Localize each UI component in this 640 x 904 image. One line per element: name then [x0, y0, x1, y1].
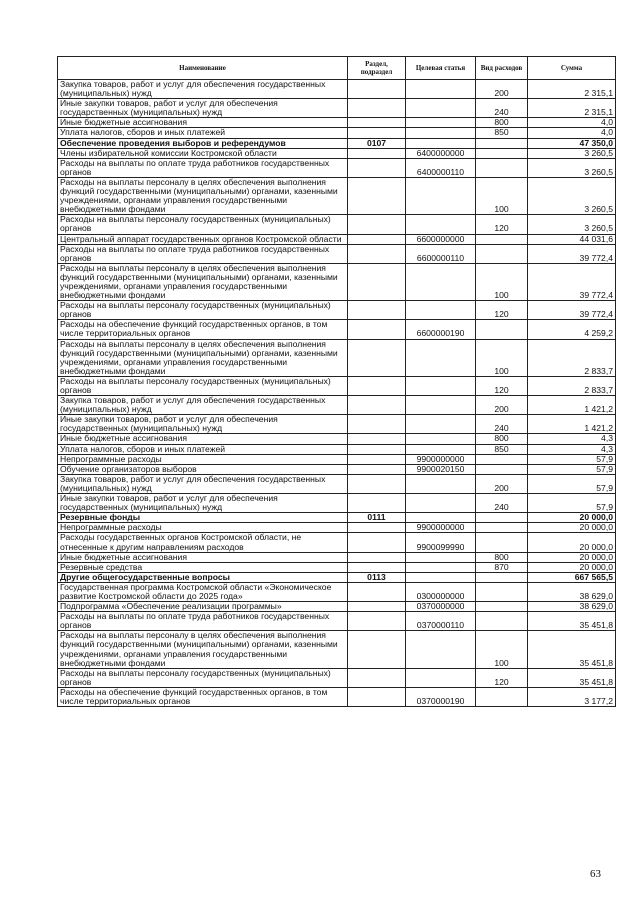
row-target-cell: 6600000110: [406, 244, 476, 263]
table-row: [58, 99, 616, 118]
row-section-cell: [348, 148, 406, 158]
row-section-cell: [348, 687, 406, 706]
table-row: [58, 234, 616, 244]
row-kind-cell: [476, 138, 528, 148]
table-row: [58, 339, 616, 376]
row-sum-cell: 2 315,1: [528, 99, 616, 118]
row-section-cell: [348, 668, 406, 687]
row-section-cell: [348, 177, 406, 214]
row-sum-cell: 2 833,7: [528, 339, 616, 376]
row-kind-cell: 800: [476, 434, 528, 444]
row-sum-cell: 57,9: [528, 454, 616, 464]
budget-table-sheet: [57, 56, 615, 707]
row-sum-cell: 3 260,5: [528, 215, 616, 234]
row-name-cell: Государственная программа Костромской области «Экономическое развитие Костромской области до 2025 года»: [58, 582, 348, 601]
table-row: [58, 494, 616, 513]
row-sum-cell: 1 421,2: [528, 396, 616, 415]
row-section-cell: [348, 80, 406, 99]
row-name-cell: Непрограммные расходы: [58, 523, 348, 533]
page-number: 63: [590, 868, 601, 880]
row-kind-cell: 120: [476, 301, 528, 320]
row-name-cell: Расходы на выплаты персоналу в целях обеспечения выполнения функций государственными (муниципальными) органами, казенными учреждениями, органами управления государственными внебюджетными фондами: [58, 177, 348, 214]
row-sum-cell: 57,9: [528, 494, 616, 513]
row-target-cell: [406, 552, 476, 562]
row-section-cell: [348, 533, 406, 552]
row-kind-cell: 120: [476, 215, 528, 234]
table-row: [58, 301, 616, 320]
row-kind-cell: [476, 464, 528, 474]
table-row: [58, 158, 616, 177]
row-section-cell: [348, 415, 406, 434]
row-kind-cell: [476, 533, 528, 552]
row-sum-cell: 20 000,0: [528, 513, 616, 523]
row-target-cell: 0370000000: [406, 602, 476, 612]
budget-table: [57, 56, 616, 707]
row-target-cell: [406, 668, 476, 687]
row-kind-cell: 120: [476, 668, 528, 687]
row-name-cell: Иные закупки товаров, работ и услуг для обеспечения государственных (муниципальных) нужд: [58, 415, 348, 434]
row-kind-cell: [476, 602, 528, 612]
table-row: [58, 562, 616, 572]
row-kind-cell: 850: [476, 128, 528, 138]
row-kind-cell: 100: [476, 263, 528, 300]
row-name-cell: Обучение организаторов выборов: [58, 464, 348, 474]
row-target-cell: [406, 128, 476, 138]
row-kind-cell: 100: [476, 177, 528, 214]
row-section-cell: [348, 128, 406, 138]
row-target-cell: [406, 415, 476, 434]
table-row: [58, 612, 616, 631]
row-name-cell: Расходы на выплаты персоналу в целях обеспечения выполнения функций государственными (муниципальными) органами, казенными учреждениями, органами управления государственными внебюджетными фондами: [58, 631, 348, 668]
row-sum-cell: 35 451,8: [528, 668, 616, 687]
row-target-cell: [406, 215, 476, 234]
row-target-cell: [406, 494, 476, 513]
table-row: [58, 263, 616, 300]
row-name-cell: Иные бюджетные ассигнования: [58, 118, 348, 128]
table-row: [58, 474, 616, 493]
row-sum-cell: 1 421,2: [528, 415, 616, 434]
row-kind-cell: 120: [476, 376, 528, 395]
row-target-cell: 9900000000: [406, 454, 476, 464]
row-sum-cell: 20 000,0: [528, 533, 616, 552]
header-target: Целевая статья: [406, 57, 476, 80]
table-row: [58, 128, 616, 138]
row-kind-cell: [476, 582, 528, 601]
row-section-cell: [348, 215, 406, 234]
row-name-cell: Иные закупки товаров, работ и услуг для обеспечения государственных (муниципальных) нужд: [58, 494, 348, 513]
row-name-cell: Уплата налогов, сборов и иных платежей: [58, 128, 348, 138]
table-row: [58, 118, 616, 128]
row-section-cell: [348, 234, 406, 244]
row-sum-cell: 4,0: [528, 118, 616, 128]
table-row: [58, 602, 616, 612]
row-name-cell: Подпрограмма «Обеспечение реализации программы»: [58, 602, 348, 612]
row-kind-cell: [476, 234, 528, 244]
row-target-cell: 9900020150: [406, 464, 476, 474]
row-name-cell: Расходы на обеспечение функций государственных органов, в том числе территориальных органов: [58, 320, 348, 339]
row-name-cell: Закупка товаров, работ и услуг для обеспечения государственных (муниципальных) нужд: [58, 396, 348, 415]
row-section-cell: 0111: [348, 513, 406, 523]
row-name-cell: Расходы на выплаты персоналу государственных (муниципальных) органов: [58, 215, 348, 234]
row-target-cell: [406, 444, 476, 454]
row-name-cell: Расходы на выплаты персоналу государственных (муниципальных) органов: [58, 668, 348, 687]
row-section-cell: [348, 158, 406, 177]
header-section: Раздел, подраздел: [348, 57, 406, 80]
row-name-cell: Расходы на выплаты персоналу в целях обеспечения выполнения функций государственными (муниципальными) органами, казенными учреждениями, органами управления государственными внебюджетными фондами: [58, 339, 348, 376]
row-section-cell: [348, 444, 406, 454]
table-row: [58, 582, 616, 601]
row-sum-cell: 3 260,5: [528, 148, 616, 158]
row-target-cell: 0370000190: [406, 687, 476, 706]
row-kind-cell: 240: [476, 99, 528, 118]
row-target-cell: [406, 434, 476, 444]
row-section-cell: [348, 602, 406, 612]
row-name-cell: Обеспечение проведения выборов и референдумов: [58, 138, 348, 148]
table-row: [58, 320, 616, 339]
row-name-cell: Иные бюджетные ассигнования: [58, 434, 348, 444]
table-row: [58, 444, 616, 454]
row-section-cell: [348, 396, 406, 415]
row-kind-cell: [476, 687, 528, 706]
row-section-cell: [348, 523, 406, 533]
row-name-cell: Члены избирательной комиссии Костромской области: [58, 148, 348, 158]
row-section-cell: [348, 263, 406, 300]
row-section-cell: [348, 434, 406, 444]
row-sum-cell: 2 315,1: [528, 80, 616, 99]
header-name: Наименование: [58, 57, 348, 80]
row-sum-cell: 20 000,0: [528, 562, 616, 572]
row-kind-cell: [476, 320, 528, 339]
row-target-cell: [406, 513, 476, 523]
row-kind-cell: 850: [476, 444, 528, 454]
row-sum-cell: 2 833,7: [528, 376, 616, 395]
row-name-cell: Расходы на выплаты по оплате труда работников государственных органов: [58, 612, 348, 631]
row-section-cell: 0113: [348, 572, 406, 582]
row-target-cell: 6600000000: [406, 234, 476, 244]
row-target-cell: 0300000000: [406, 582, 476, 601]
row-name-cell: Иные закупки товаров, работ и услуг для обеспечения государственных (муниципальных) нужд: [58, 99, 348, 118]
row-target-cell: [406, 301, 476, 320]
row-target-cell: 6600000190: [406, 320, 476, 339]
row-section-cell: [348, 552, 406, 562]
row-section-cell: [348, 494, 406, 513]
table-row: [58, 244, 616, 263]
row-sum-cell: 4,3: [528, 434, 616, 444]
row-sum-cell: 4 259,2: [528, 320, 616, 339]
table-row: [58, 454, 616, 464]
row-target-cell: [406, 339, 476, 376]
table-row: [58, 687, 616, 706]
row-sum-cell: 57,9: [528, 474, 616, 493]
row-target-cell: [406, 99, 476, 118]
row-sum-cell: 38 629,0: [528, 582, 616, 601]
row-sum-cell: 3 177,2: [528, 687, 616, 706]
row-section-cell: [348, 612, 406, 631]
row-name-cell: Расходы на выплаты персоналу государственных (муниципальных) органов: [58, 376, 348, 395]
row-target-cell: [406, 631, 476, 668]
row-target-cell: 0370000110: [406, 612, 476, 631]
row-name-cell: Уплата налогов, сборов и иных платежей: [58, 444, 348, 454]
row-kind-cell: 800: [476, 118, 528, 128]
row-kind-cell: [476, 454, 528, 464]
row-target-cell: [406, 118, 476, 128]
row-kind-cell: 240: [476, 415, 528, 434]
row-target-cell: 9900099990: [406, 533, 476, 552]
row-sum-cell: 47 350,0: [528, 138, 616, 148]
row-sum-cell: 39 772,4: [528, 244, 616, 263]
row-sum-cell: 20 000,0: [528, 523, 616, 533]
row-kind-cell: 240: [476, 494, 528, 513]
row-name-cell: Центральный аппарат государственных органов Костромской области: [58, 234, 348, 244]
header-kind: Вид расходов: [476, 57, 528, 80]
row-section-cell: [348, 320, 406, 339]
row-target-cell: [406, 177, 476, 214]
row-kind-cell: 870: [476, 562, 528, 572]
row-name-cell: Расходы на выплаты персоналу в целях обеспечения выполнения функций государственными (муниципальными) органами, казенными учреждениями, органами управления государственными внебюджетными фондами: [58, 263, 348, 300]
row-section-cell: [348, 244, 406, 263]
table-row: [58, 80, 616, 99]
row-target-cell: [406, 263, 476, 300]
row-kind-cell: [476, 612, 528, 631]
row-section-cell: [348, 474, 406, 493]
table-row: [58, 215, 616, 234]
row-target-cell: [406, 562, 476, 572]
table-row: [58, 533, 616, 552]
table-header-row: [58, 57, 616, 80]
row-sum-cell: 20 000,0: [528, 552, 616, 562]
table-row: [58, 396, 616, 415]
row-target-cell: [406, 396, 476, 415]
table-row: [58, 148, 616, 158]
table-row: [58, 552, 616, 562]
row-name-cell: Расходы на обеспечение функций государственных органов, в том числе территориальных органов: [58, 687, 348, 706]
row-target-cell: [406, 572, 476, 582]
table-row: [58, 376, 616, 395]
row-target-cell: [406, 376, 476, 395]
row-kind-cell: [476, 523, 528, 533]
row-sum-cell: 39 772,4: [528, 301, 616, 320]
row-target-cell: [406, 474, 476, 493]
row-kind-cell: [476, 513, 528, 523]
row-kind-cell: [476, 148, 528, 158]
row-name-cell: Закупка товаров, работ и услуг для обеспечения государственных (муниципальных) нужд: [58, 474, 348, 493]
row-section-cell: [348, 464, 406, 474]
row-section-cell: [348, 582, 406, 601]
row-kind-cell: [476, 158, 528, 177]
row-section-cell: [348, 454, 406, 464]
row-section-cell: [348, 562, 406, 572]
row-name-cell: Расходы государственных органов Костромской области, не отнесенные к другим направлениям расходов: [58, 533, 348, 552]
table-row: [58, 523, 616, 533]
row-kind-cell: 100: [476, 339, 528, 376]
table-row: [58, 631, 616, 668]
row-section-cell: [348, 631, 406, 668]
table-row: [58, 138, 616, 148]
row-target-cell: [406, 138, 476, 148]
row-kind-cell: 100: [476, 631, 528, 668]
row-name-cell: Закупка товаров, работ и услуг для обеспечения государственных (муниципальных) нужд: [58, 80, 348, 99]
row-sum-cell: 3 260,5: [528, 177, 616, 214]
row-kind-cell: 200: [476, 80, 528, 99]
table-row: [58, 572, 616, 582]
row-name-cell: Расходы на выплаты по оплате труда работников государственных органов: [58, 158, 348, 177]
row-section-cell: [348, 301, 406, 320]
row-section-cell: [348, 339, 406, 376]
row-sum-cell: 39 772,4: [528, 263, 616, 300]
row-target-cell: 6400000000: [406, 148, 476, 158]
row-kind-cell: 800: [476, 552, 528, 562]
row-name-cell: Резервные средства: [58, 562, 348, 572]
row-sum-cell: 667 565,5: [528, 572, 616, 582]
row-name-cell: Резервные фонды: [58, 513, 348, 523]
row-section-cell: 0107: [348, 138, 406, 148]
row-name-cell: Непрограммные расходы: [58, 454, 348, 464]
row-kind-cell: 200: [476, 396, 528, 415]
row-kind-cell: [476, 244, 528, 263]
row-sum-cell: 4,0: [528, 128, 616, 138]
row-sum-cell: 38 629,0: [528, 602, 616, 612]
row-target-cell: 6400000110: [406, 158, 476, 177]
table-row: [58, 177, 616, 214]
row-section-cell: [348, 118, 406, 128]
row-section-cell: [348, 99, 406, 118]
row-kind-cell: 200: [476, 474, 528, 493]
table-body: [58, 80, 616, 707]
row-target-cell: 9900000000: [406, 523, 476, 533]
row-name-cell: Расходы на выплаты персоналу государственных (муниципальных) органов: [58, 301, 348, 320]
row-sum-cell: 44 031,6: [528, 234, 616, 244]
header-sum: Сумма: [528, 57, 616, 80]
table-row: [58, 434, 616, 444]
row-kind-cell: [476, 572, 528, 582]
table-row: [58, 513, 616, 523]
row-target-cell: [406, 80, 476, 99]
row-sum-cell: 35 451,8: [528, 612, 616, 631]
table-row: [58, 668, 616, 687]
row-name-cell: Иные бюджетные ассигнования: [58, 552, 348, 562]
table-row: [58, 415, 616, 434]
row-sum-cell: 57,9: [528, 464, 616, 474]
row-name-cell: Расходы на выплаты по оплате труда работников государственных органов: [58, 244, 348, 263]
row-name-cell: Другие общегосударственные вопросы: [58, 572, 348, 582]
row-sum-cell: 4,3: [528, 444, 616, 454]
row-section-cell: [348, 376, 406, 395]
row-sum-cell: 35 451,8: [528, 631, 616, 668]
table-row: [58, 464, 616, 474]
row-sum-cell: 3 260,5: [528, 158, 616, 177]
